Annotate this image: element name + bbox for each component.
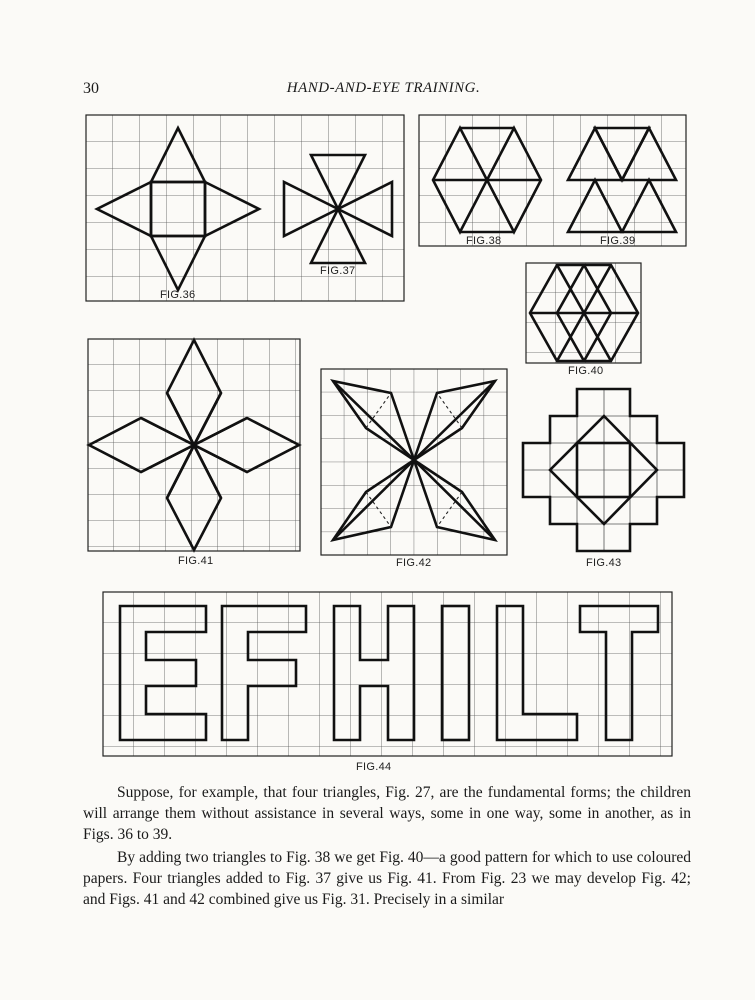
plate-fig36-37 — [86, 115, 404, 301]
plate-fig38-39 — [419, 115, 686, 247]
plate-fig41 — [88, 339, 300, 567]
fig43-caption: FIG.43 — [586, 557, 622, 569]
paragraph-2: By adding two triangles to Fig. 38 we get Fig. 40—a good pattern for which to use coloured papers. Four triangles added to Fig. 37 give us Fig. 41. From Fig. 23 we may develop Fig. 42; and Figs. 41 and 42 combined give us Fig. 31. Precisely in a similar — [83, 849, 691, 908]
running-title: HAND-AND-EYE TRAINING. — [286, 80, 481, 96]
paragraph-1: Suppose, for example, that four triangles, Fig. 27, are the fundamental forms; the children will arrange them without assistance in several ways, some in one way, some in another, as in Figs. 36 to 39. — [83, 784, 691, 843]
plate-fig44 — [103, 592, 672, 773]
fig36-caption: FIG.36 — [160, 289, 196, 301]
fig38-caption: FIG.38 — [466, 235, 502, 247]
body-text — [83, 782, 691, 912]
fig41-caption: FIG.41 — [178, 555, 214, 567]
fig44-caption: FIG.44 — [356, 761, 392, 773]
fig39-caption: FIG.39 — [600, 235, 636, 247]
plate-fig43 — [523, 389, 684, 569]
fig40-caption: FIG.40 — [568, 365, 604, 377]
page-number: 30 — [83, 80, 99, 97]
plate-fig40 — [526, 263, 641, 377]
fig43-grid — [523, 389, 684, 551]
plate-fig42 — [321, 369, 507, 569]
fig42-caption: FIG.42 — [396, 557, 432, 569]
fig37-caption: FIG.37 — [320, 265, 356, 277]
